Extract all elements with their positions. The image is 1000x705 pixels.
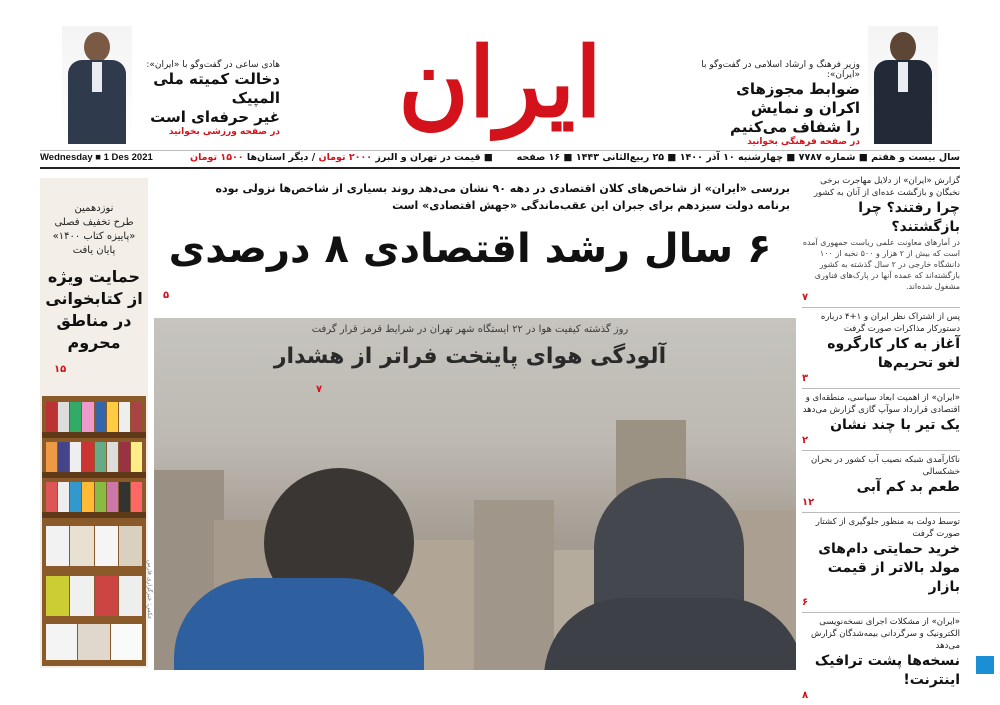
story-kicker: گزارش «ایران» از دلایل مهاجرت برخی نخبگان و بازگشت عده‌ای از آنان به کشور: [813, 176, 960, 198]
main-headline[interactable]: ۶ سال رشد اقتصادی ۸ درصدی: [168, 226, 772, 272]
deck-line-2: برنامه دولت سیزدهم برای جبران این عقب‌ماندگی «جهش اقتصادی» است: [392, 199, 790, 212]
headline-deck: [150, 180, 790, 214]
left-kicker-1: نوزدهمین: [74, 203, 114, 214]
right-story-2[interactable]: [802, 308, 960, 389]
price-tehran: ۲۰۰۰ تومان: [318, 152, 373, 163]
right-story-5[interactable]: [802, 513, 960, 613]
left-promo-title-2: غیر حرفه‌ای است: [150, 108, 280, 126]
story-title: چرا رفتند؟ چرا بازگشتند؟: [858, 200, 960, 235]
story-kicker: «ایران» از مشکلات اجرای نسخه‌نویسی الکترونیک و سرگردانی بیمه‌شدگان گزارش می‌دهد: [810, 617, 960, 651]
story-title: خرید حمایتی دام‌های مولد بالاتر از قیمت بازار: [818, 541, 960, 595]
price-prefix: ■ قیمت در تهران و البرز: [375, 152, 493, 163]
right-promo-link[interactable]: در صفحه فرهنگی بخوانید: [747, 137, 860, 147]
left-promo-link[interactable]: در صفحه ورزشی بخوانید: [168, 127, 280, 137]
right-promo-title-1: ضوابط مجوزهای اکران و نمایش: [736, 80, 860, 117]
left-kicker-3: «پاییزه کتاب ۱۴۰۰»: [52, 231, 136, 242]
left-promo-kicker: هادی ساعی در گفت‌وگو با «ایران»:: [146, 60, 280, 70]
story-title: آغاز به کار کارگروه لغو تحریم‌ها: [827, 336, 960, 371]
price-other: ۱۵۰۰ تومان: [190, 152, 244, 163]
newspaper-logo: ایران: [398, 26, 602, 139]
headline-page-number: ۵: [163, 290, 170, 301]
story-page-number: ۲: [802, 435, 809, 446]
story-title: نسخه‌ها پشت ترافیک اینترنت!: [814, 653, 960, 688]
story-page-number: ۷: [802, 292, 809, 303]
right-news-column: [802, 172, 960, 705]
price-mid: / دیگر استان‌ها: [246, 152, 316, 163]
photo-credit: عکس: خبرگزاری فارس: [146, 560, 153, 620]
athlete-portrait: [62, 26, 132, 144]
photo-page-number: ۷: [316, 384, 323, 395]
right-promo-kicker: وزیر فرهنگ و ارشاد اسلامی در گفت‌وگو با «ایران»:: [701, 60, 860, 80]
issue-details: سال بیست و هفتم ■ شماره ۷۷۸۷ ■ چهارشنبه ۱۰ آذر ۱۴۰۰ ■ ۲۵ ربیع‌الثانی ۱۴۴۳ ■ ۱۶ صفحه: [516, 152, 960, 163]
story-page-number: ۶: [802, 597, 809, 608]
story-kicker: ناکارآمدی شبکه نصیب آب کشور در بحران خشکسالی: [810, 455, 960, 477]
story-page-number: ۸: [802, 690, 809, 701]
right-promo-title-2: را شفاف می‌کنیم: [729, 118, 860, 136]
price-info: [190, 152, 493, 163]
right-story-6[interactable]: [802, 613, 960, 705]
right-story-4[interactable]: [802, 451, 960, 513]
story-page-number: ۱۲: [802, 497, 815, 508]
story-kicker: توسط دولت به منظور جلوگیری از کشتار صورت گرفت: [815, 517, 960, 539]
left-title-4: محروم: [67, 333, 121, 352]
right-story-1[interactable]: [802, 172, 960, 308]
left-promo[interactable]: [140, 60, 280, 137]
story-title: یک تیر با چند نشان: [830, 417, 960, 433]
photo-headline[interactable]: آلودگی هوای پایتخت فراتر از هشدار: [273, 344, 667, 369]
right-story-3[interactable]: [802, 389, 960, 451]
left-page-number: ۱۵: [54, 364, 67, 375]
left-kicker-2: طرح تخفیف فصلی: [54, 217, 134, 228]
story-page-number: ۳: [802, 373, 809, 384]
left-promo-title-1: دخالت کمیته ملی المپیک: [153, 70, 280, 107]
left-title-3: در مناطق: [56, 311, 132, 330]
left-kicker-4: پایان یافت: [72, 245, 116, 256]
story-kicker: پس از اشتراک نظر ایران و ۱+۴ درباره دستورکار مذاکرات صورت گرفت: [820, 312, 960, 334]
story-title: طعم بد کم آبی: [856, 479, 960, 495]
story-body: در آمارهای معاونت علمی ریاست جمهوری آمده است که بیش از ۲ هزار و ۵۰۰ نخبه از ۱۰۰ دانشگاه خارجی در ۲ سال گذشته به کشور بازگشته‌اند که عمده آنها در پارک‌های فناوری مشغول شده‌اند.: [802, 238, 960, 291]
deck-line-1: بررسی «ایران» از شاخص‌های کلان اقتصادی در دهه ۹۰ نشان می‌دهد روند بسیاری از شاخص‌ها نزولی بوده: [215, 182, 790, 195]
issue-info-bar: [40, 150, 960, 169]
bookshelf-photo: [42, 396, 146, 666]
photo-kicker: روز گذشته کیفیت هوا در ۲۲ ایستگاه شهر تهران در شرایط قرمز قرار گرفت: [311, 324, 629, 335]
story-kicker: «ایران» از اهمیت ابعاد سیاسی، منطقه‌ای و اقتصادی قرارداد سوآپ گازی گزارش می‌دهد: [802, 393, 960, 415]
minister-portrait: [868, 26, 938, 144]
latin-date: Wednesday ■ 1 Des 2021: [40, 152, 153, 163]
corner-badge: [976, 656, 994, 674]
air-pollution-photo: [154, 318, 796, 670]
left-title-1: حمایت ویژه: [47, 267, 141, 286]
right-promo[interactable]: [690, 60, 860, 147]
left-title-2: از کتابخوانی: [45, 289, 143, 308]
